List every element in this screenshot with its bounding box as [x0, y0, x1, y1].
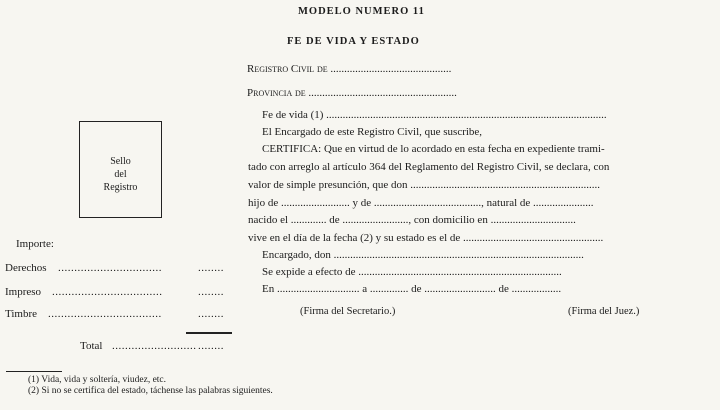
body-line-9: Encargado, don ........................................................................................... [262, 249, 584, 261]
fee-timbre-leader: ................................... [48, 308, 162, 320]
footnote-1: (1) Vida, vida y soltería, viudez, etc. [28, 375, 167, 385]
page-title: FE DE VIDA Y ESTADO [287, 36, 420, 47]
judge-signature-label: (Firma del Juez.) [568, 306, 640, 317]
fee-timbre-amount: ........ [198, 308, 224, 320]
total-rule [186, 332, 232, 334]
fee-impreso-label: Impreso [5, 286, 42, 298]
body-line-7: nacido el ............. de ........................, con domicilio en ............................... [248, 214, 576, 226]
footnote-2: (2) Si no se certifica del estado, táchense las palabras siguientes. [28, 386, 273, 396]
footnote-rule [6, 371, 62, 372]
body-line-10: Se expide a efecto de .......................................................................... [262, 266, 562, 278]
fee-impreso-amount: ........ [198, 286, 224, 298]
body-line-4: tado con arreglo al artículo 364 del Reglamento del Registro Civil, se declara, con [248, 161, 610, 173]
seal-label-2: del [114, 169, 127, 180]
body-line-6: hijo de ......................... y de ......................................., natural de ...................... [248, 197, 594, 209]
body-line-5: valor de simple presunción, que don ..................................................................... [248, 179, 600, 191]
fee-impreso-leader: .................................. [52, 286, 163, 298]
fee-derechos-leader: ................................ [58, 262, 162, 274]
seal-box [79, 121, 162, 218]
seal-label-1: Sello [110, 156, 131, 167]
fee-derechos-amount: ........ [198, 262, 224, 274]
provincia-line: Provincia de ...................................................... [247, 87, 457, 99]
body-line-1: Fe de vida (1) ...................................................................................................... [262, 109, 607, 121]
fee-timbre-label: Timbre [5, 308, 37, 320]
body-line-3: CERTIFICA: Que en virtud de lo acordado en esta fecha en expediente trami- [262, 143, 605, 155]
total-label: Total [80, 340, 103, 352]
fee-derechos-label: Derechos [5, 262, 47, 274]
total-amount: ........ [198, 340, 224, 352]
registro-civil-line: Registro Civil de ............................................ [247, 63, 452, 75]
seal-label-3: Registro [103, 182, 138, 193]
importe-label: Importe: [16, 238, 54, 250]
secretary-signature-label: (Firma del Secretario.) [300, 306, 396, 317]
model-number: MODELO NUMERO 11 [298, 6, 425, 17]
total-leader: .......................... [112, 340, 197, 352]
body-line-2: El Encargado de este Registro Civil, que suscribe, [262, 126, 483, 138]
body-line-8: vive en el día de la fecha (2) y su estado es el de ................................................... [248, 232, 604, 244]
body-line-11: En .............................. a .............. de .......................... de .................. [262, 283, 562, 295]
